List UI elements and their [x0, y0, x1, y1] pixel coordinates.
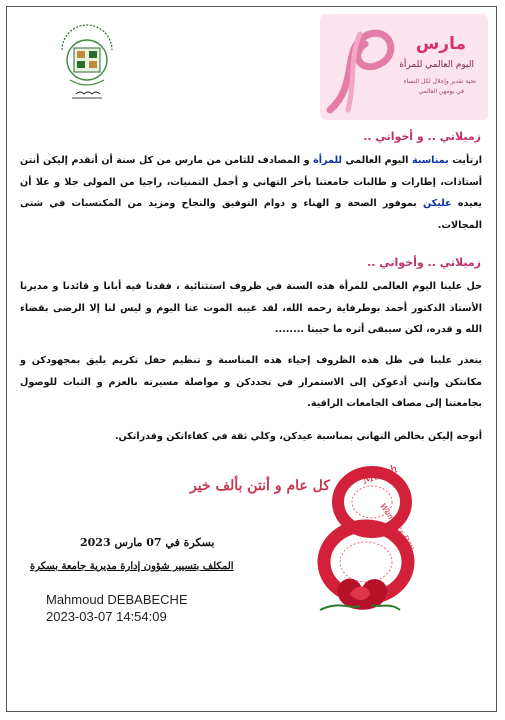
- university-logo-icon: [52, 20, 122, 106]
- p1-part-d: للمرأة: [313, 155, 342, 166]
- banner-title: مارس: [415, 34, 466, 54]
- banner-caption-2: في يومهن العالمي: [418, 88, 464, 95]
- p1-part-a: ارتأيت: [448, 155, 482, 166]
- paragraph-4: أتوجه إليكن بخالص التهاني بمناسبة عيدكن، وكلي ثقة في كفاءاتكن وقدراتكن.: [114, 431, 482, 442]
- paragraph-1: [20, 150, 482, 236]
- p1-part-b: بمناسبة: [411, 155, 449, 166]
- date-line: بسكرة في 07 مارس 2023: [80, 536, 215, 549]
- greeting-1: زميلاتي .. و أخواتي ..: [363, 130, 481, 143]
- wish-line: كل عام و أنتن بألف خير: [190, 478, 330, 494]
- signature-name: Mahmoud DEBABECHE: [46, 592, 188, 607]
- signature-datetime: 2023-03-07 14:54:09: [46, 609, 167, 624]
- p1-part-g: بموفور الصحة و الهناء و دوام التوفيق والنجاح ومزيد من المكتسبات في شتى المجالات.: [20, 198, 482, 231]
- march-label: March: [360, 462, 400, 487]
- greeting-2: زميلاتي .. وأخواتي ..: [367, 256, 481, 269]
- womens-day-banner: [320, 14, 488, 120]
- paragraph-3: يتعذر علينا في ظل هذه الظروف إحياء هذه المناسبة و تنظيم حفل تكريم يليق بمجهودكن و مكانتكن وإنني أدعوكن إلى الاستمرار في تجددكن و مواصلة مسيرته بالعزم و الثبات للوصول بجامعتنا إلى مصاف الجامعات الراقية.: [20, 355, 482, 409]
- eight-march-rose-art: [300, 460, 440, 620]
- paragraph-2: حل علينا اليوم العالمي للمرأة هذه السنة في ظروف استثنائية ، فقدنا فيه أبانا و قائدنا و مديرنا الأستاذ الدكتور أحمد بوطرفاية رحمه الله، لقد غيبه الموت عنا اليوم و ليس لنا إلا الرضى بقضاء الله و قدره، لكن سيبقى أثره ما حيينا ........: [20, 281, 482, 335]
- banner-subtitle: اليوم العالمي للمرأة: [399, 60, 474, 70]
- p1-part-f: عليكن: [423, 198, 452, 209]
- womens-day-label: Women's Day: [377, 501, 417, 552]
- p1-part-e: و المصادف للثامن من مارس من كل سنة أن أتقدم إليكن أنتن أستاذات، إطارات و طالبات جامعتنا بأحر التهاني و أجمل التمنيات، راجيا من المولى جلا و علا أن يعيده: [20, 155, 482, 209]
- p1-part-c: اليوم العالمي: [341, 155, 412, 166]
- banner-caption-1: تحية تقدير وإجلال لكل النساء: [403, 78, 476, 85]
- signer-title: المكلف بتسيير شؤون إدارة مديرية جامعة بسكرة: [30, 561, 234, 572]
